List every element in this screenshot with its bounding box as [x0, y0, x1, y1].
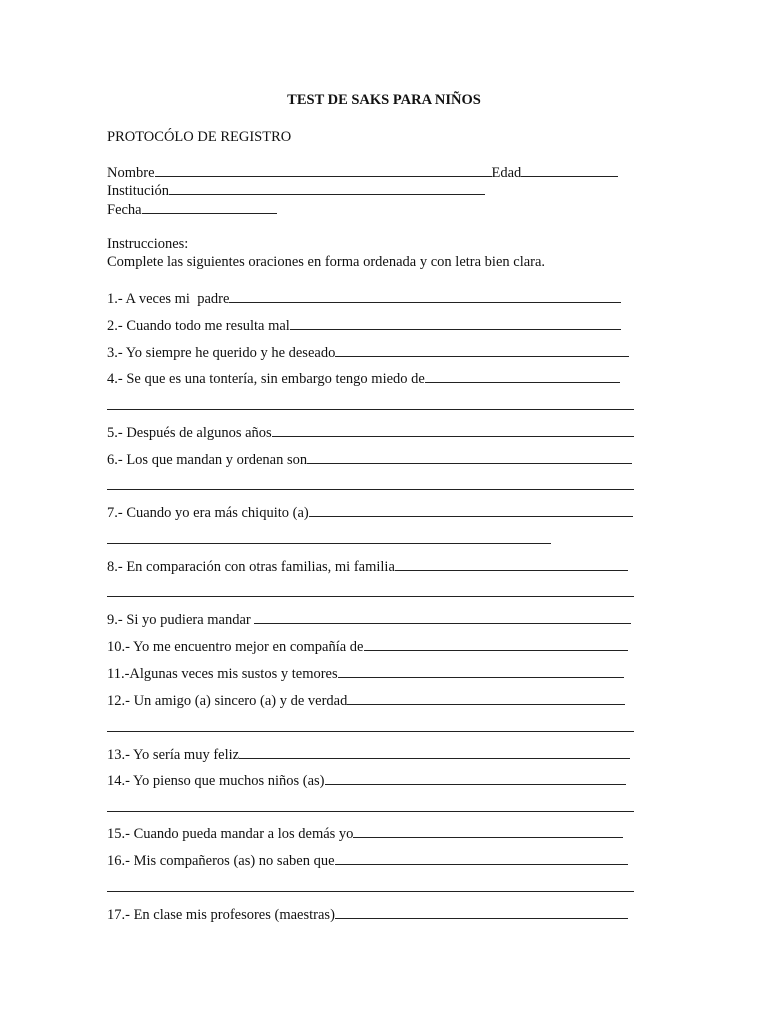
list-item	[107, 289, 621, 308]
list-item	[107, 610, 631, 629]
list-item	[107, 557, 628, 576]
answer-blank[interactable]	[290, 316, 621, 330]
list-item	[107, 905, 628, 924]
item-text: 5.- Después de algunos años	[107, 425, 272, 441]
answer-blank[interactable]	[254, 610, 631, 624]
item-text: 4.- Se que es una tontería, sin embargo tengo miedo de	[107, 371, 425, 387]
nombre-blank[interactable]	[155, 163, 492, 177]
list-item	[107, 450, 632, 469]
answer-blank[interactable]	[229, 289, 621, 303]
list-item	[107, 851, 628, 870]
edad-label: Edad	[491, 165, 522, 181]
answer-continuation-line[interactable]	[107, 811, 634, 812]
answer-continuation-line[interactable]	[107, 489, 634, 490]
item-text: 16.- Mis compañeros (as) no saben que	[107, 853, 335, 869]
item-text: 1.- A veces mi padre	[107, 291, 230, 307]
answer-blank[interactable]	[425, 369, 620, 383]
fecha-blank[interactable]	[142, 200, 277, 214]
answer-blank[interactable]	[335, 343, 629, 357]
list-item	[107, 771, 626, 790]
fecha-row	[107, 200, 277, 219]
answer-continuation-line[interactable]	[107, 543, 551, 544]
list-item	[107, 316, 621, 335]
list-item	[107, 664, 624, 683]
list-item	[107, 423, 634, 442]
answer-blank[interactable]	[335, 905, 628, 919]
list-item	[107, 824, 623, 843]
institucion-row	[107, 181, 485, 200]
item-text: 7.- Cuando yo era más chiquito (a)	[107, 505, 309, 521]
fecha-label: Fecha	[107, 202, 142, 218]
item-text: 3.- Yo siempre he querido y he deseado	[107, 345, 336, 361]
answer-blank[interactable]	[239, 745, 630, 759]
item-text: 2.- Cuando todo me resulta mal	[107, 318, 290, 334]
institucion-blank[interactable]	[169, 181, 485, 195]
answer-blank[interactable]	[307, 450, 632, 464]
answer-continuation-line[interactable]	[107, 409, 634, 410]
list-item	[107, 691, 625, 710]
answer-continuation-line[interactable]	[107, 731, 634, 732]
item-text: 12.- Un amigo (a) sincero (a) y de verdad	[107, 693, 348, 709]
answer-blank[interactable]	[272, 423, 634, 437]
answer-blank[interactable]	[338, 664, 624, 678]
answer-blank[interactable]	[395, 557, 628, 571]
answer-continuation-line[interactable]	[107, 891, 634, 892]
answer-blank[interactable]	[347, 691, 625, 705]
list-item	[107, 369, 620, 388]
list-item	[107, 745, 630, 764]
nombre-row	[107, 163, 618, 182]
nombre-label: Nombre	[107, 165, 155, 181]
answer-continuation-line[interactable]	[107, 596, 634, 597]
item-text: 14.- Yo pienso que muchos niños (as)	[107, 773, 325, 789]
instructions-heading: Instrucciones:	[107, 236, 189, 252]
edad-blank[interactable]	[521, 163, 618, 177]
item-text: 15.- Cuando pueda mandar a los demás yo	[107, 826, 354, 842]
list-item	[107, 637, 628, 656]
item-text: 9.- Si yo pudiera mandar	[107, 612, 255, 628]
item-text: 8.- En comparación con otras familias, mi familia	[107, 559, 395, 575]
answer-blank[interactable]	[325, 771, 626, 785]
item-text: 11.-Algunas veces mis sustos y temores	[107, 666, 338, 682]
item-text: 6.- Los que mandan y ordenan son	[107, 452, 308, 468]
institucion-label: Institución	[107, 183, 170, 199]
item-text: 17.- En clase mis profesores (maestras)	[107, 907, 335, 923]
list-item	[107, 343, 629, 362]
protocol-subtitle: PROTOCÓLO DE REGISTRO	[107, 129, 292, 145]
answer-blank[interactable]	[309, 503, 633, 517]
answer-blank[interactable]	[335, 851, 628, 865]
list-item	[107, 503, 633, 522]
document-title: TEST DE SAKS PARA NIÑOS	[287, 92, 481, 108]
answer-blank[interactable]	[353, 824, 623, 838]
item-text: 13.- Yo sería muy feliz	[107, 747, 240, 763]
answer-blank[interactable]	[364, 637, 628, 651]
item-text: 10.- Yo me encuentro mejor en compañía de	[107, 639, 364, 655]
instructions-text: Complete las siguientes oraciones en forma ordenada y con letra bien clara.	[107, 254, 546, 270]
